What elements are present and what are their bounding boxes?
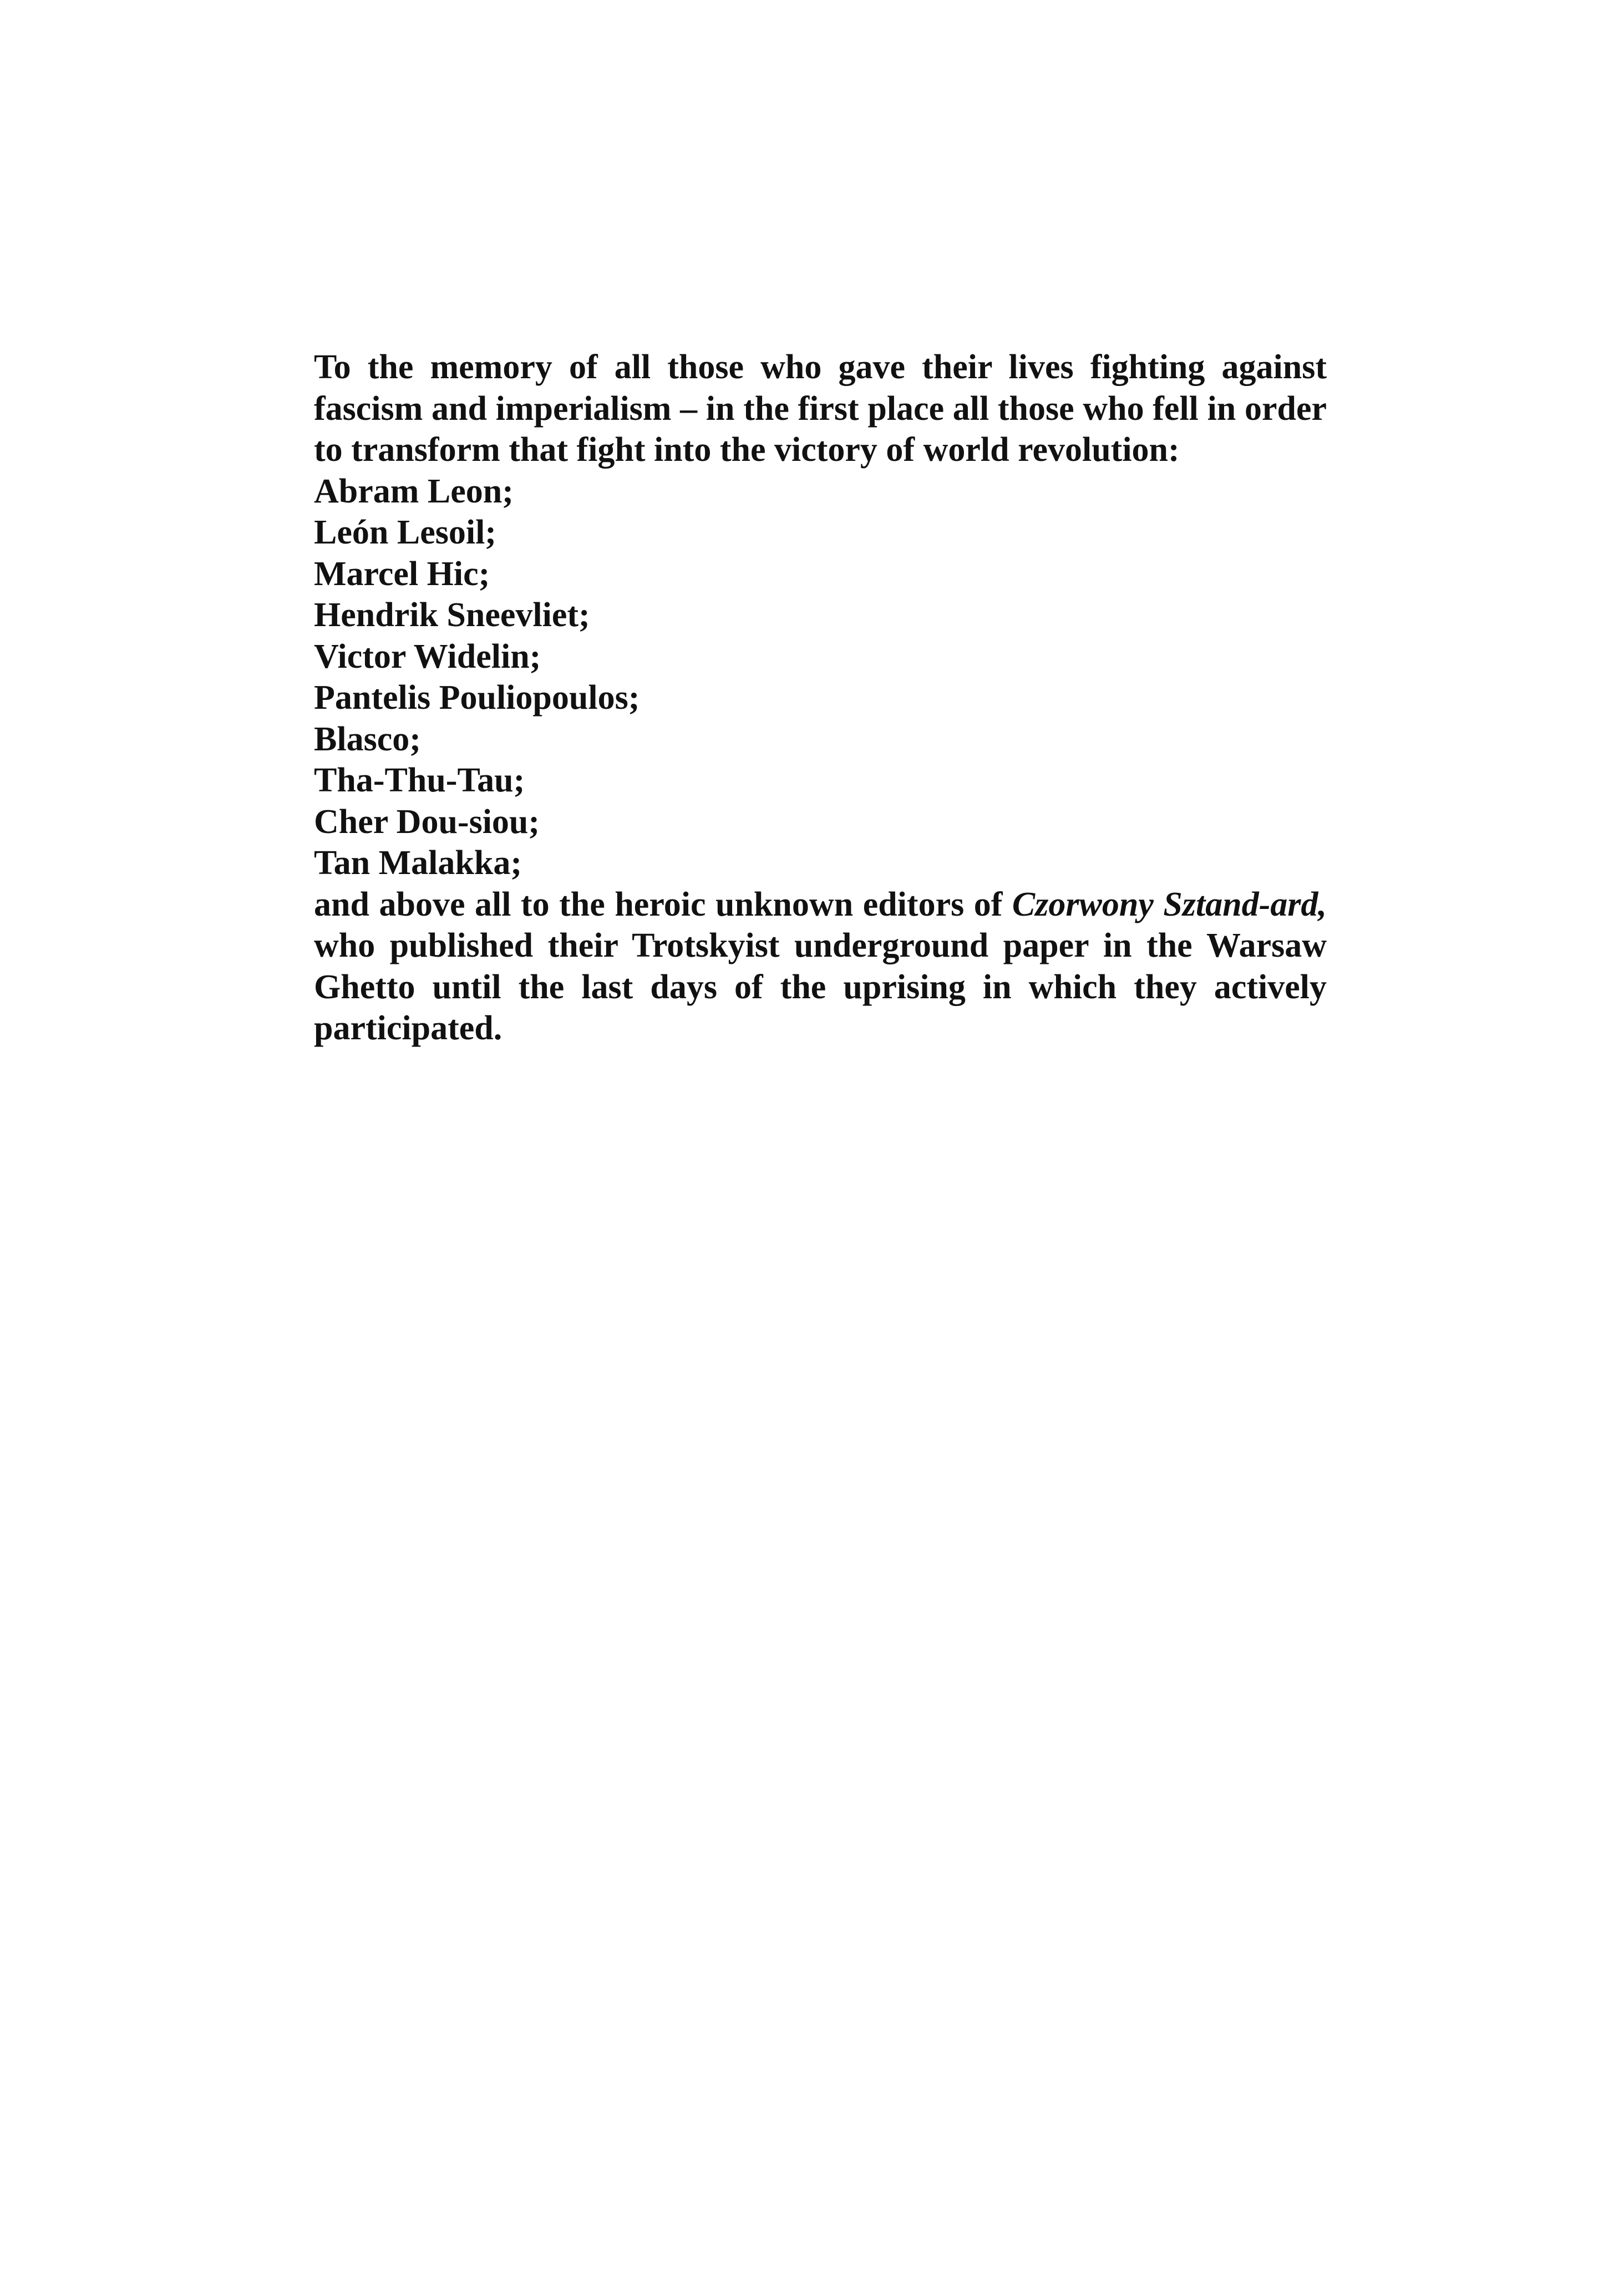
name-item: Hendrik Sneevliet;: [314, 596, 590, 634]
name-item: Blasco;: [314, 720, 421, 758]
closing-text-before: and above all to the heroic unknown editors of: [314, 885, 1012, 923]
name-item: Victor Widelin;: [314, 637, 541, 675]
closing-text-after: who published their Trotskyist underground paper in the Warsaw Ghetto until the last days of the uprising in which they actively participated.: [314, 927, 1327, 1047]
dedication-text: [314, 347, 1327, 1049]
name-item: León Lesoil;: [314, 514, 496, 551]
name-item: Tha-Thu-Tau;: [314, 761, 525, 799]
dedication-intro: To the memory of all those who gave their lives fighting against fascism and imperialism – in the first place all those who fell in order to transform that fight into the victory of world revolution:: [314, 348, 1327, 469]
newspaper-title: Czorwony Sztand-ard,: [1012, 885, 1327, 923]
name-item: Tan Malakka;: [314, 844, 522, 882]
names-list: [314, 471, 1327, 884]
name-item: Abram Leon;: [314, 472, 514, 510]
name-item: Pantelis Pouliopoulos;: [314, 679, 640, 717]
name-item: Cher Dou-siou;: [314, 802, 540, 841]
name-item: Marcel Hic;: [314, 555, 490, 593]
dedication-closing: [314, 884, 1327, 1049]
